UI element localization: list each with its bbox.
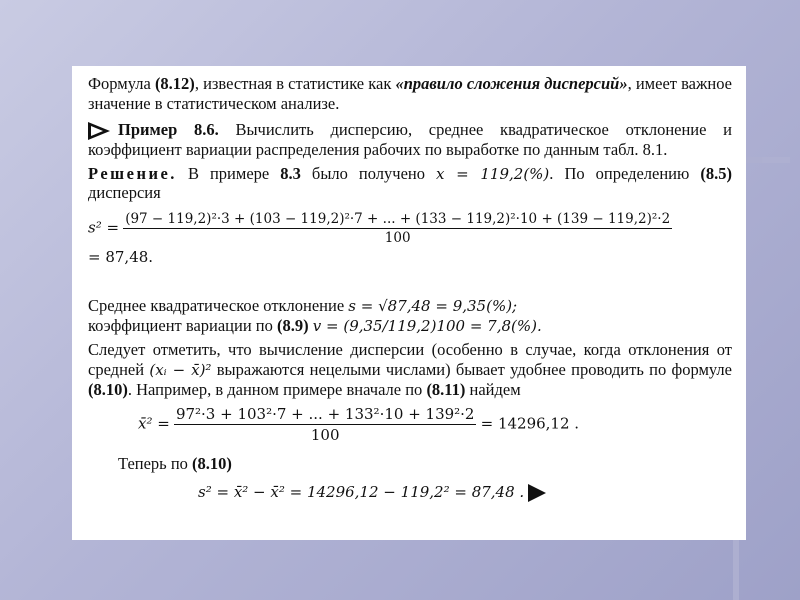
document-page [72,66,746,540]
solution-paragraph: Решение. В примере 8.3 было получено x = 119,2(%). По определению (8.5) дисперсия [88,163,732,203]
std-deviation-line: Среднее квадратическое отклонение s = √87,48 = 9,35(%); [88,296,518,316]
intro-paragraph: Формула (8.12), известная в статистике как «правило сложения дисперсий», имеет важное значение в статистическом анализе. [88,74,733,113]
example-start-marker-icon [88,122,110,140]
example-end-marker-icon [528,484,546,502]
variance-formula: s² = (97 − 119,2)²·3 + (103 − 119,2)²·7 + ... + (133 − 119,2)²·10 + (139 − 119,2)²·2 100 = 87,48. [88,211,671,266]
mean-square-formula: x̄² = $\frac{\text{97²·3 + 103²·7 + ... + 133²·10 + 139²·2}}{100}$ = 14296,12 . [138,405,580,445]
note-paragraph: Следует отметить, что вычисление дисперсии (особенно в случае, когда отклонения от средней (xᵢ − x̄)² выражаются нецелыми числами) бывает удобнее проводить по формуле (8.10). Например, в данном примере вначале по (8.11) найдем [88,339,732,399]
then-line: Теперь по (8.10) [118,454,232,474]
final-formula: s² = x̄² − x̄² = 14296,12 − 119,2² = 87,48 . [88,482,732,502]
example-paragraph: Пример 8.6. Вычислить дисперсию, среднее квадратическое отклонение и коэффициент вариации распределения рабочих по выработке по данным табл. 8.1. [88,119,733,159]
variation-coefficient-line: коэффициент вариации по (8.9) v = (9,35/119,2)100 = 7,8(%). [88,316,542,336]
